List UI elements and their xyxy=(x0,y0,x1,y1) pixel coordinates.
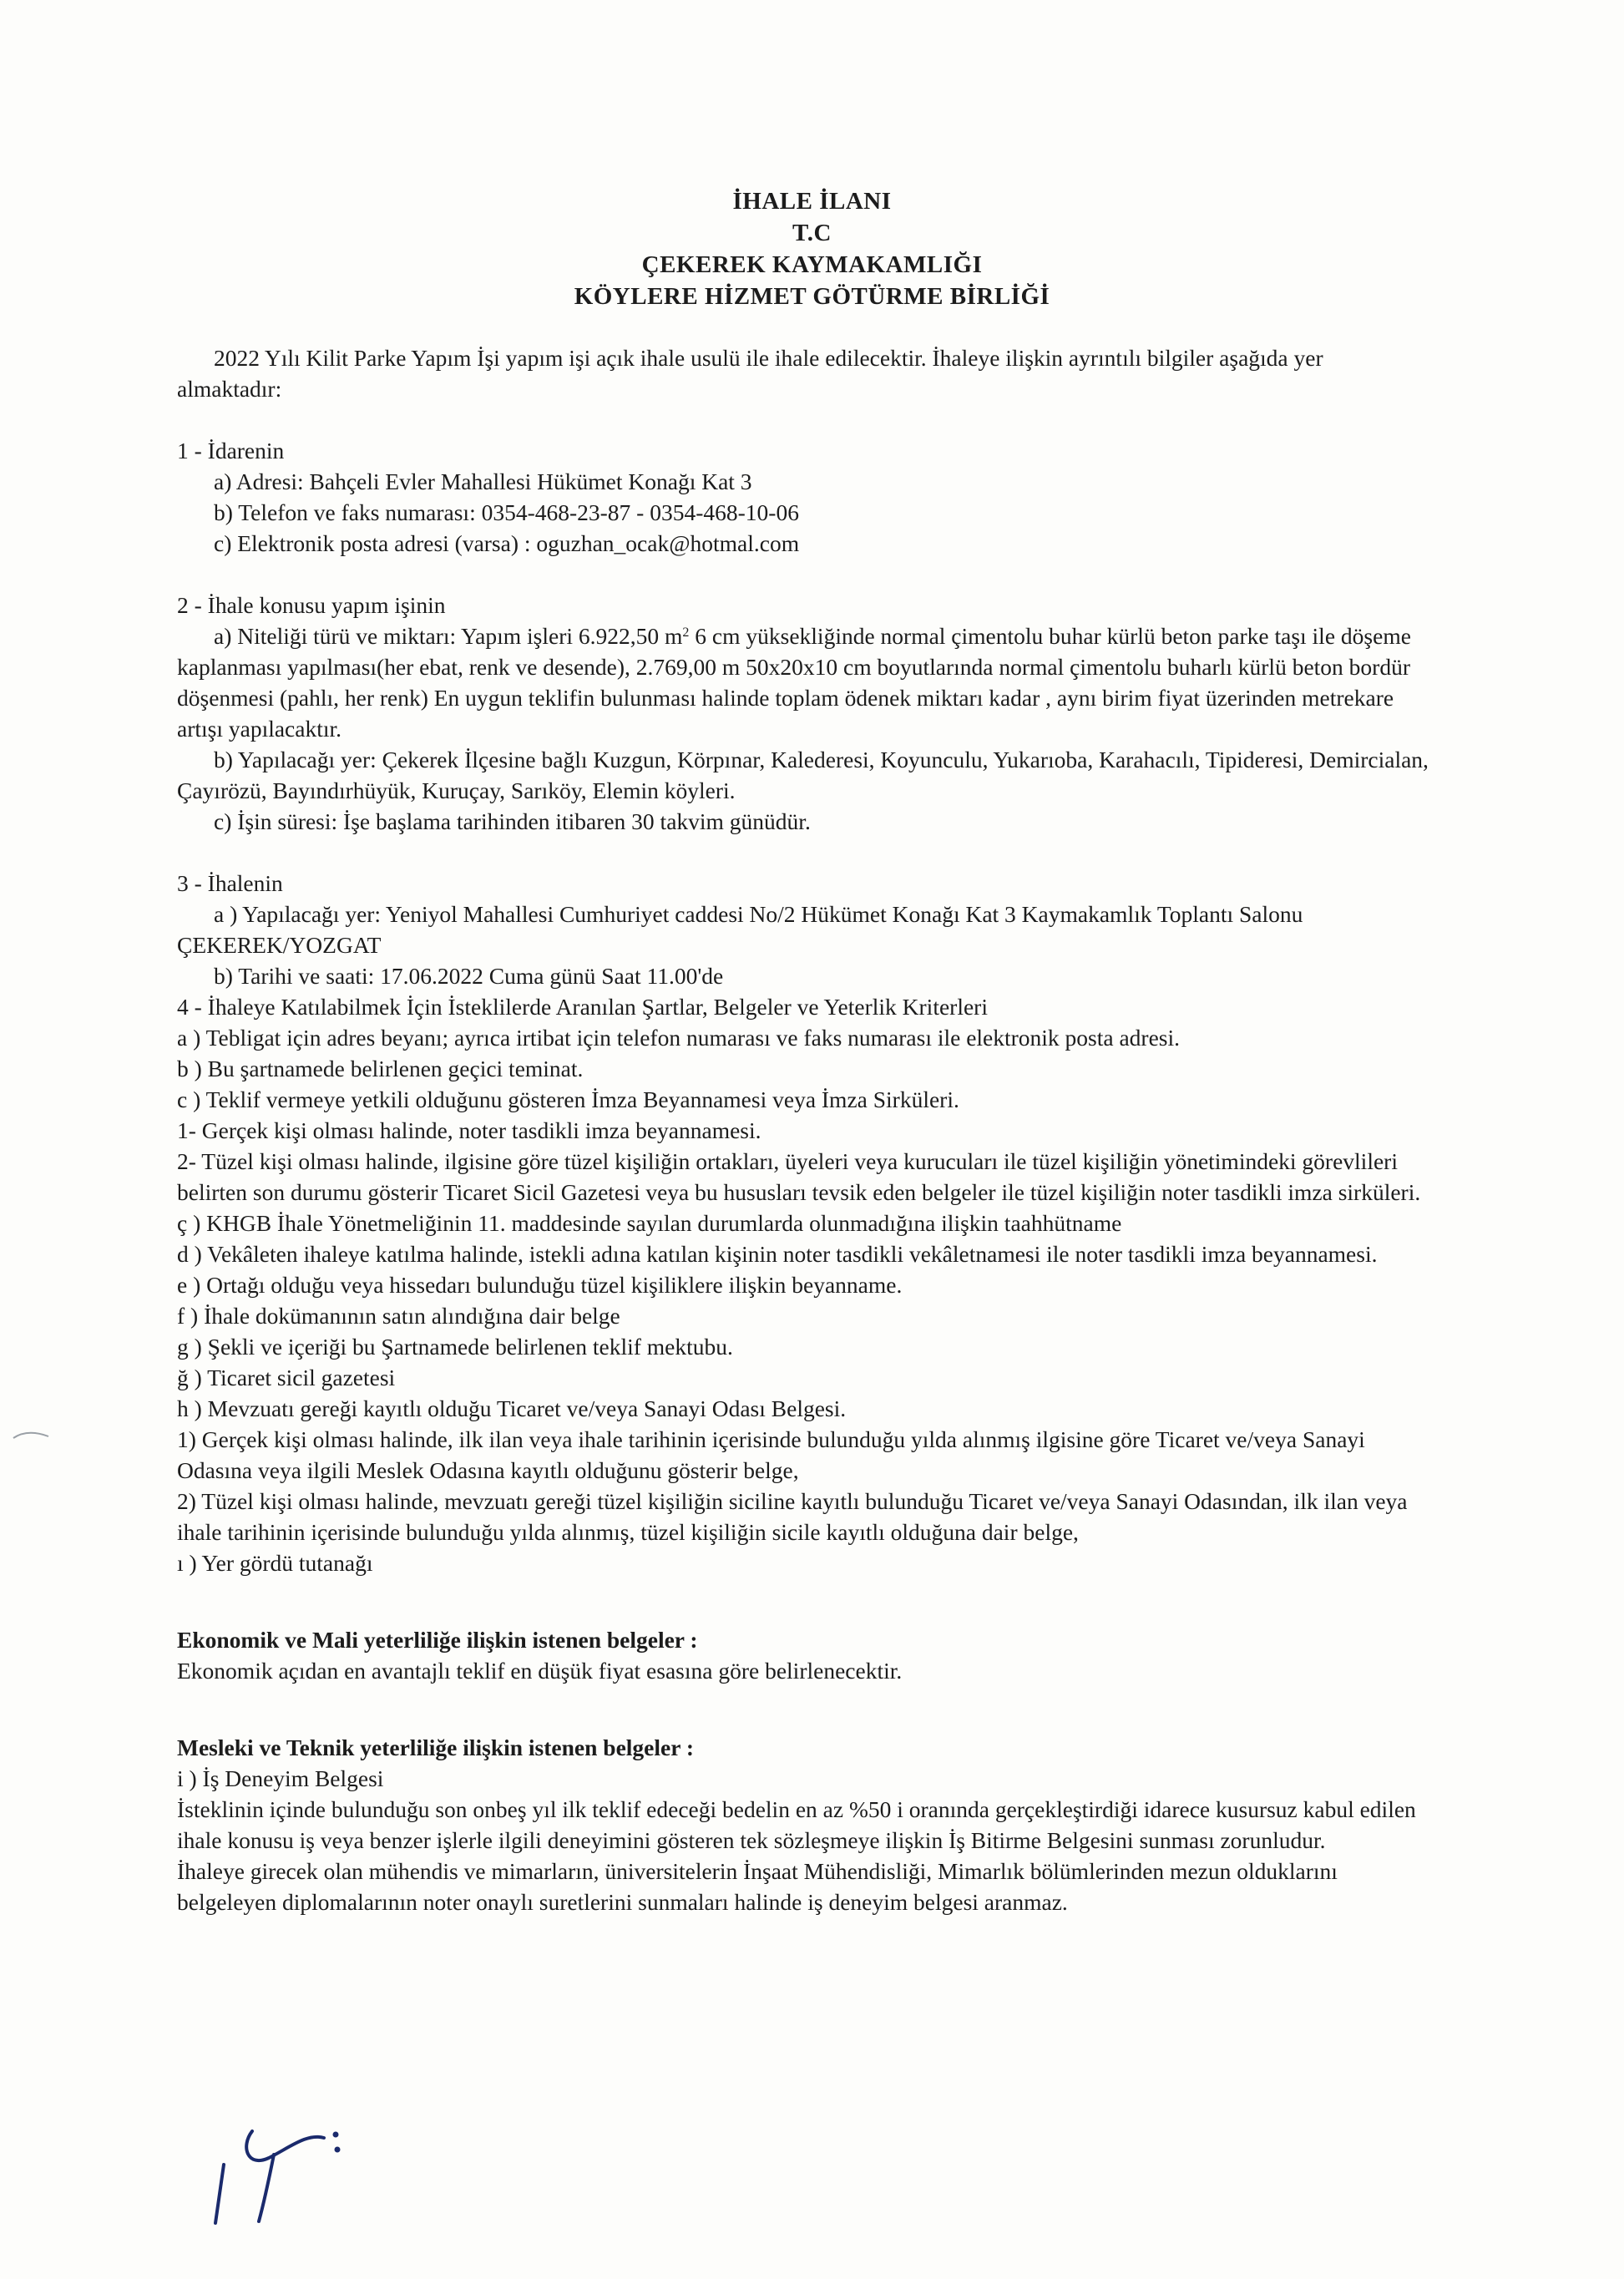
technical-paragraph-1: İsteklinin içinde bulunduğu son onbeş yıl ilk teklif edeceği bedelin en az %50 i oranında gerçekleştirdiği idarece kusursuz kabul edilen ihale konusu iş veya benzer işlerle ilgili deneyimini gösteren tek sözleşmeye ilişkin İş Bitirme Belgesini sunması zorunludur. xyxy=(177,1796,1416,1853)
section-3 xyxy=(177,868,1429,991)
section-3-venue: a ) Yapılacağı yer: Yeniyol Mahallesi Cumhuriyet caddesi No/2 Hükümet Konağı Kat 3 Kaymakamlık Toplantı Salonu ÇEKEREK/YOZGAT xyxy=(177,901,1303,958)
section-1-address: a) Adresi: Bahçeli Evler Mahallesi Hükümet Konağı Kat 3 xyxy=(214,468,752,494)
technical-item-i: i ) İş Deneyim Belgesi xyxy=(177,1765,384,1791)
requirement-item: e ) Ortağı olduğu veya hissedarı bulunduğu tüzel kişiliklere ilişkin beyanname. xyxy=(177,1272,903,1298)
section-2-quantity: a) Niteliği türü ve miktarı: Yapım işleri 6.922,50 $m^2$ 6 cm yüksekliğinde normal çimentolu buhar kürlü beton parke taşı ile döşeme kaplanması yapılması(her ebat, renk ve desende), 2.769,00 m 50x20x10 cm boyutlarında normal çimentolu buharlı kürlü beton bordür döşenmesi (pahlı, her renk) En uygun teklifin bulunması halinde toplam ödenek miktarı kadar , aynı birim fiyat üzerinden metrekare artışı yapılacaktır. xyxy=(177,623,1411,742)
requirement-item: 2) Tüzel kişi olması halinde, mevzuatı gereği tüzel kişiliğin siciline kayıtlı bulunduğu Ticaret ve/veya Sanayi Odasından, ilk ilan veya ihale tarihinin içerisinde bulunduğu yılda alınmış, tüzel kişiliğin sicile kayıtlı olduğuna dair belge, xyxy=(177,1488,1408,1545)
requirement-item: 2- Tüzel kişi olması halinde, ilgisine göre tüzel kişiliğin ortakları, üyeleri veya kurucuları ile tüzel kişiliğin yönetimindeki görevlileri belirten son durumu gösterir Ticaret Sicil Gazetesi veya bu hususları tevsik eden belgeler ile tüzel kişiliğin noter tasdikli imza sirküleri. xyxy=(177,1148,1421,1205)
header-tc: T.C xyxy=(792,220,832,246)
requirement-item: ğ ) Ticaret sicil gazetesi xyxy=(177,1365,396,1390)
technical-title: Mesleki ve Teknik yeterliliğe ilişkin istenen belgeler : xyxy=(177,1735,694,1760)
requirement-item: ç ) KHGB İhale Yönetmeliğinin 11. maddesinde sayılan durumlarda olunmadığına ilişkin taahhütname xyxy=(177,1210,1122,1236)
section-1 xyxy=(177,435,1429,559)
economic-section xyxy=(177,1624,1429,1686)
section-1-title: 1 - İdarenin xyxy=(177,438,285,463)
section-4-title: 4 - İhaleye Katılabilmek İçin İsteklilerde Aranılan Şartlar, Belgeler ve Yeterlik Kriterleri xyxy=(177,994,988,1020)
header-union: KÖYLERE HİZMET GÖTÜRME BİRLİĞİ xyxy=(574,283,1050,310)
requirement-item: ı ) Yer gördü tutanağı xyxy=(177,1550,373,1576)
signature-mark xyxy=(209,2113,376,2230)
requirement-item: h ) Mevzuatı gereği kayıtlı olduğu Ticaret ve/veya Sanayi Odası Belgesi. xyxy=(177,1395,847,1421)
requirement-item: a ) Tebligat için adres beyanı; ayrıca irtibat için telefon numarası ve faks numarası ile elektronik posta adresi. xyxy=(177,1025,1181,1051)
section-2-location: b) Yapılacağı yer: Çekerek İlçesine bağlı Kuzgun, Körpınar, Kalederesi, Koyunculu, Yukarıoba, Karahacılı, Tipideresi, Demircialan, Çayırözü, Bayındırhüyük, Kuruçay, Sarıköy, Elemin köyleri. xyxy=(177,747,1429,803)
economic-text: Ekonomik açıdan en avantajlı teklif en düşük fiyat esasına göre belirlenecektir. xyxy=(177,1658,903,1684)
requirement-item: g ) Şekli ve içeriği bu Şartnamede belirlenen teklif mektubu. xyxy=(177,1334,733,1360)
section-1-email: c) Elektronik posta adresi (varsa) : oguzhan_ocak@hotmal.com xyxy=(214,530,800,556)
scan-artifact xyxy=(12,1430,50,1441)
header-title: İHALE İLANI xyxy=(732,188,892,215)
requirement-item: 1- Gerçek kişi olması halinde, noter tasdikli imza beyannamesi. xyxy=(177,1117,761,1143)
requirement-item: c ) Teklif vermeye yetkili olduğunu gösteren İmza Beyannamesi veya İmza Sirküleri. xyxy=(177,1086,959,1112)
section-4 xyxy=(177,991,1429,1578)
intro-paragraph: 2022 Yılı Kilit Parke Yapım İşi yapım işi açık ihale usulü ile ihale edilecektir. İhaleye ilişkin ayrıntılı bilgiler aşağıda yer almaktadır: xyxy=(177,345,1323,402)
announcement-body xyxy=(177,342,1429,1917)
requirement-item: d ) Vekâleten ihaleye katılma halinde, istekli adına katılan kişinin noter tasdikli vekâletnamesi ile noter tasdikli imza beyannamesi. xyxy=(177,1241,1378,1267)
requirement-item: b ) Bu şartnamede belirlenen geçici teminat. xyxy=(177,1056,584,1081)
section-2-title: 2 - İhale konusu yapım işinin xyxy=(177,592,446,618)
requirement-item: 1) Gerçek kişi olması halinde, ilk ilan veya ihale tarihinin içerisinde bulunduğu yılda alınmış ilgisine göre Ticaret ve/veya Sanayi Odasına veya ilgili Meslek Odasına kayıtlı olduğunu gösterir belge, xyxy=(177,1426,1365,1483)
announcement-header xyxy=(0,185,1624,312)
technical-section xyxy=(177,1732,1429,1917)
economic-title: Ekonomik ve Mali yeterliliğe ilişkin istenen belgeler : xyxy=(177,1627,698,1653)
section-1-phone: b) Telefon ve faks numarası: 0354-468-23-87 - 0354-468-10-06 xyxy=(214,499,799,525)
section-2 xyxy=(177,590,1429,837)
section-3-date: b) Tarihi ve saati: 17.06.2022 Cuma günü Saat 11.00'de xyxy=(214,963,724,989)
header-authority: ÇEKEREK KAYMAKAMLIĞI xyxy=(641,251,983,278)
technical-paragraph-2: İhaleye girecek olan mühendis ve mimarların, üniversitelerin İnşaat Mühendisliği, Mimarlık bölümlerinden mezun olduklarını belgeleyen diplomalarının noter onaylı suretlerini sunmaları halinde iş deneyim belgesi aranmaz. xyxy=(177,1858,1338,1915)
section-2-duration: c) İşin süresi: İşe başlama tarihinden itibaren 30 takvim günüdür. xyxy=(214,808,811,834)
section-3-title: 3 - İhalenin xyxy=(177,870,283,896)
requirement-item: f ) İhale dokümanının satın alındığına dair belge xyxy=(177,1303,620,1329)
